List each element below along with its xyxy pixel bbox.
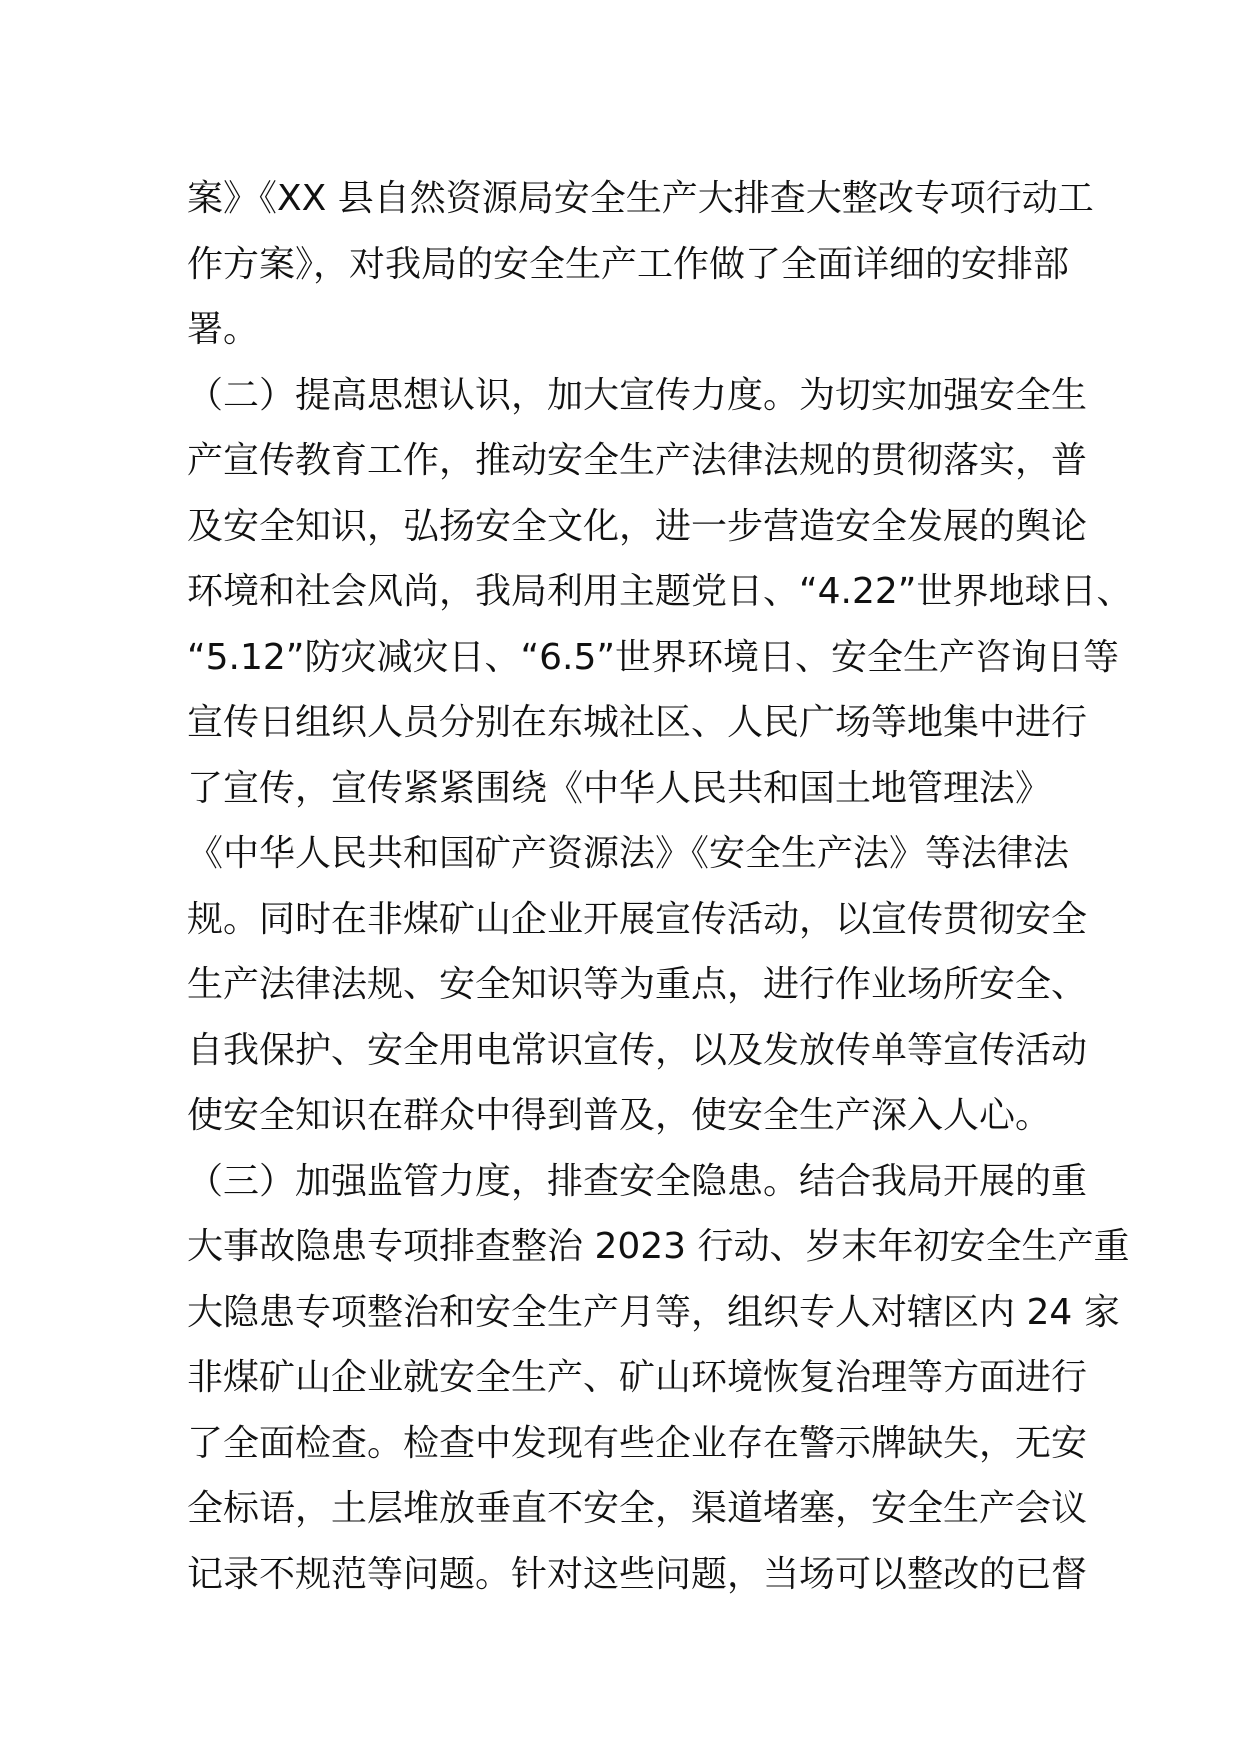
text-line: “5.12”防灾减灾日、“6.5”世界环境日、安全生产咨询日等 xyxy=(187,636,1120,678)
text-line: 环境和社会风尚，我局利用主题党日、“4.22”世界地球日、 xyxy=(187,571,1133,612)
text-line: 宣传日组织人员分别在东城社区、人民广场等地集中进行 xyxy=(187,702,1088,743)
text-line: 大隐患专项整治和安全生产月等，组织专人对辖区内 24 家 xyxy=(187,1291,1120,1333)
text-line: 全标语，土层堆放垂直不安全，渠道堵塞，安全生产会议 xyxy=(187,1488,1088,1529)
text-line: 及安全知识，弘扬安全文化，进一步营造安全发展的舆论 xyxy=(187,505,1088,547)
text-line: 使安全知识在群众中得到普及，使安全生产深入人心。 xyxy=(187,1095,1052,1136)
text-line: 非煤矿山企业就安全生产、矿山环境恢复治理等方面进行 xyxy=(187,1357,1088,1398)
text-line: 大事故隐患专项排查整治 2023 行动、岁末年初安全生产重 xyxy=(187,1226,1130,1267)
body-text xyxy=(187,166,1133,1607)
section-heading-line: （三）加强监管力度，排查安全隐患。结合我局开展的重 xyxy=(187,1160,1088,1202)
text-line: 了宣传，宣传紧紧围绕《中华人民共和国土地管理法》 xyxy=(187,767,1052,809)
text-line: 记录不规范等问题。针对这些问题，当场可以整改的已督 xyxy=(187,1553,1088,1595)
text-line: 生产法律法规、安全知识等为重点，进行作业场所安全、 xyxy=(187,964,1088,1005)
text-line: 案》《XX 县自然资源局安全生产大排查大整改专项行动工 xyxy=(187,178,1094,219)
text-line: 规。同时在非煤矿山企业开展宣传活动，以宣传贯彻安全 xyxy=(187,898,1088,940)
text-line: 署。 xyxy=(187,309,260,350)
section-heading-line: （二）提高思想认识，加大宣传力度。为切实加强安全生 xyxy=(187,374,1088,416)
text-line: 《中华人民共和国矿产资源法》《安全生产法》等法律法 xyxy=(187,833,1070,874)
text-line: 作方案》，对我局的安全生产工作做了全面详细的安排部 xyxy=(187,243,1070,285)
text-line: 自我保护、安全用电常识宣传，以及发放传单等宣传活动 xyxy=(187,1029,1088,1071)
text-line: 了全面检查。检查中发现有些企业存在警示牌缺失，无安 xyxy=(187,1422,1088,1464)
text-line: 产宣传教育工作，推动安全生产法律法规的贯彻落实，普 xyxy=(187,440,1088,481)
